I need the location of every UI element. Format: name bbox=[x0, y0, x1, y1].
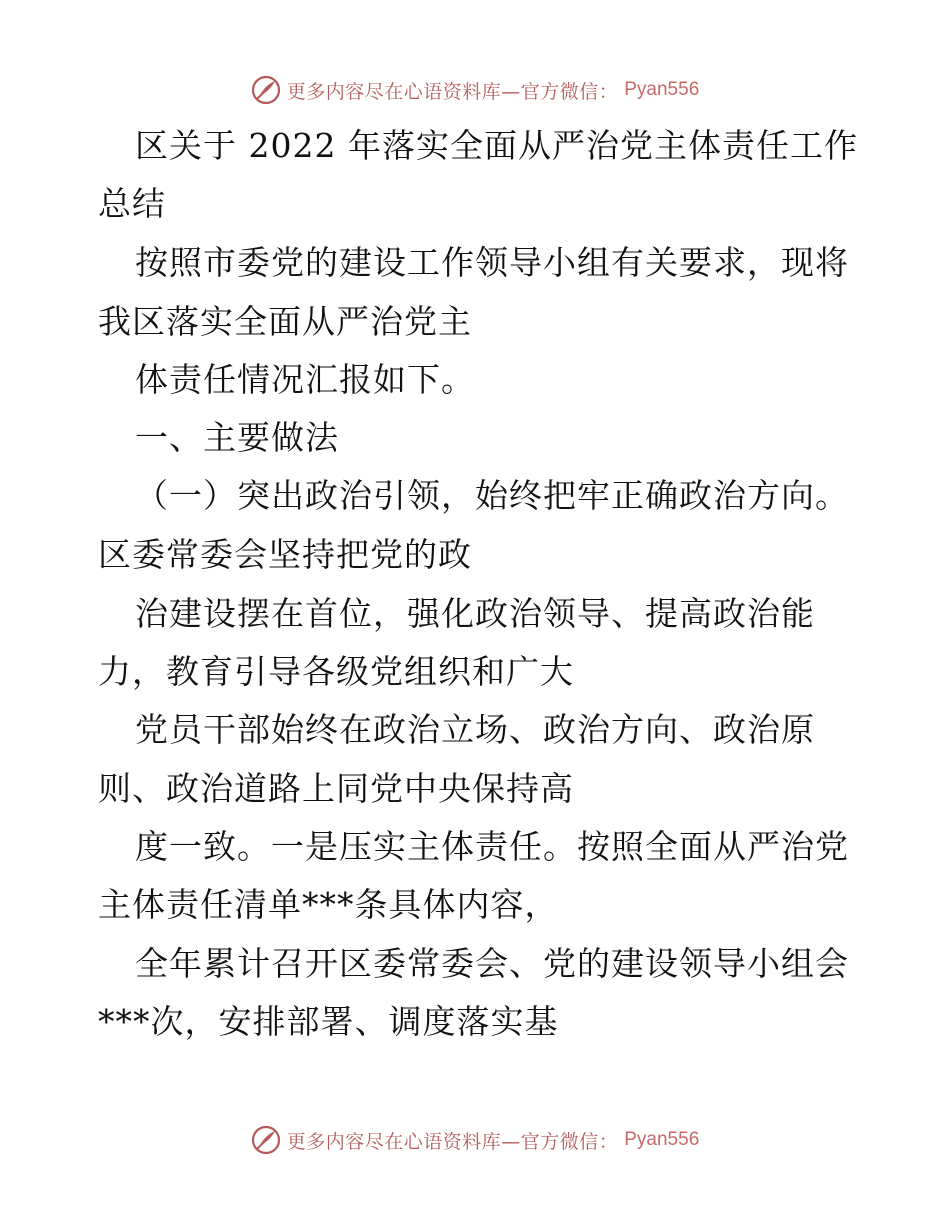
banner-text: 更多内容尽在心语资料库—官方微信： bbox=[286, 1130, 619, 1153]
paragraph-line: 则、政治道路上同党中央保持高 bbox=[98, 769, 574, 808]
document-title-line-1: 区关于 2022 年落实全面从严治党主体责任工作 bbox=[135, 126, 858, 165]
paragraph-line: ***次，安排部署、调度落实基 bbox=[98, 1002, 559, 1041]
paragraph-line: 主体责任清单***条具体内容， bbox=[98, 885, 559, 924]
paragraph-line: 党员干部始终在政治立场、政治方向、政治原 bbox=[135, 710, 815, 749]
paragraph-line: 全年累计召开区委常委会、党的建设领导小组会 bbox=[135, 944, 849, 983]
paragraph-line: 体责任情况汇报如下。 bbox=[135, 360, 475, 399]
paragraph-line: 力，教育引导各级党组织和广大 bbox=[98, 652, 574, 691]
paragraph-line: 区委常委会坚持把党的政 bbox=[98, 535, 472, 574]
document-title-line-2: 总结 bbox=[98, 184, 166, 223]
banner-wechat-id: Pyan556 bbox=[624, 1129, 700, 1150]
banner-text: 更多内容尽在心语资料库—官方微信： bbox=[286, 80, 619, 103]
paragraph-line: 我区落实全面从严治党主 bbox=[98, 302, 472, 341]
feather-pen-icon bbox=[251, 75, 281, 105]
subsection-heading: （一）突出政治引领，始终把牢正确政治方向。 bbox=[135, 476, 849, 515]
paragraph-line: 度一致。一是压实主体责任。按照全面从严治党 bbox=[135, 827, 849, 866]
paragraph-line: 治建设摆在首位，强化政治领导、提高政治能 bbox=[135, 594, 815, 633]
header-watermark-banner bbox=[0, 70, 950, 110]
banner-wechat-id: Pyan556 bbox=[624, 79, 700, 100]
footer-watermark-banner bbox=[0, 1120, 950, 1160]
feather-pen-icon bbox=[251, 1125, 281, 1155]
section-heading: 一、主要做法 bbox=[135, 418, 339, 457]
paragraph-line: 按照市委党的建设工作领导小组有关要求，现将 bbox=[135, 243, 849, 282]
